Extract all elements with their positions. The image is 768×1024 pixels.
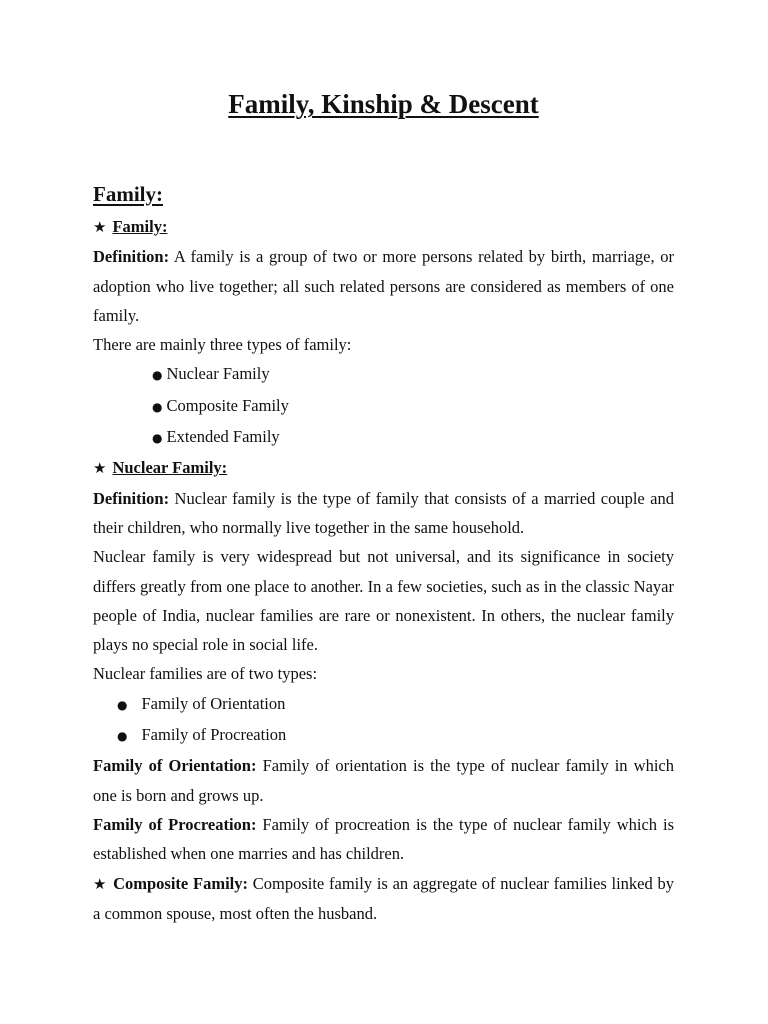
- orientation-paragraph: [93, 751, 674, 810]
- bullet-icon: ●: [152, 368, 163, 383]
- family-definition: [93, 242, 674, 330]
- star-icon: ★: [93, 218, 107, 236]
- section-heading-family: Family:: [93, 182, 163, 206]
- list-item: [152, 359, 674, 390]
- star-icon: ★: [93, 874, 108, 893]
- family-type-nuclear: Nuclear Family: [166, 364, 270, 384]
- family-type-composite: Composite Family: [166, 395, 289, 415]
- list-item: [152, 391, 674, 422]
- star-icon: ★: [93, 459, 107, 478]
- bullet-icon: ●: [152, 431, 163, 446]
- nuclear-types-list: [93, 689, 674, 752]
- list-item: [152, 422, 674, 453]
- nuclear-type-procreation: Family of Procreation: [141, 725, 287, 745]
- procreation-label: Family of Procreation:: [93, 814, 257, 834]
- list-item: [117, 720, 674, 751]
- nuclear-family-heading-label: Nuclear Family:: [112, 458, 228, 478]
- composite-text: Composite family is an aggregate of nuclear families linked by a common spouse, most often the husband.: [93, 873, 674, 923]
- family-heading: [93, 212, 674, 242]
- nuclear-definition: [93, 484, 674, 543]
- procreation-text: Family of procreation is the type of nuclear family which is established when one marries and has children.: [93, 814, 674, 864]
- family-types-intro: There are mainly three types of family:: [93, 335, 352, 355]
- procreation-paragraph: [93, 810, 674, 869]
- family-definition-label: Definition:: [93, 247, 170, 267]
- family-heading-label: Family:: [112, 217, 168, 236]
- family-definition-text: A family is a group of two or more persons related by birth, marriage, or adoption who live together; all such related persons are considered as members of one family.: [93, 247, 674, 325]
- orientation-text: Family of orientation is the type of nuclear family in which one is born and grows up.: [93, 756, 674, 805]
- orientation-label: Family of Orientation:: [93, 756, 257, 776]
- bullet-icon: ●: [117, 729, 128, 744]
- document-page: [93, 84, 674, 928]
- bullet-icon: ●: [117, 697, 128, 712]
- family-type-extended: Extended Family: [166, 427, 280, 447]
- list-item: [117, 689, 674, 720]
- nuclear-family-heading: [93, 453, 674, 483]
- family-types-list: [93, 359, 674, 453]
- composite-label: Composite Family:: [113, 873, 248, 893]
- document-title: Family, Kinship & Descent: [228, 89, 539, 119]
- nuclear-definition-text: Nuclear family is the type of family that consists of a married couple and their children, who normally live together in the same household.: [93, 488, 674, 537]
- composite-paragraph: [93, 869, 674, 929]
- bullet-icon: ●: [152, 399, 163, 414]
- nuclear-types-intro: Nuclear families are of two types:: [93, 664, 318, 684]
- nuclear-paragraph: Nuclear family is very widespread but not universal, and its significance in society differs greatly from one place to another. In a few societies, such as in the classic Nayar people of India, nuclear families are rare or nonexistent. In others, the nuclear family plays no special role in social life.: [93, 547, 674, 655]
- nuclear-type-orientation: Family of Orientation: [141, 693, 286, 713]
- nuclear-definition-label: Definition:: [93, 488, 170, 508]
